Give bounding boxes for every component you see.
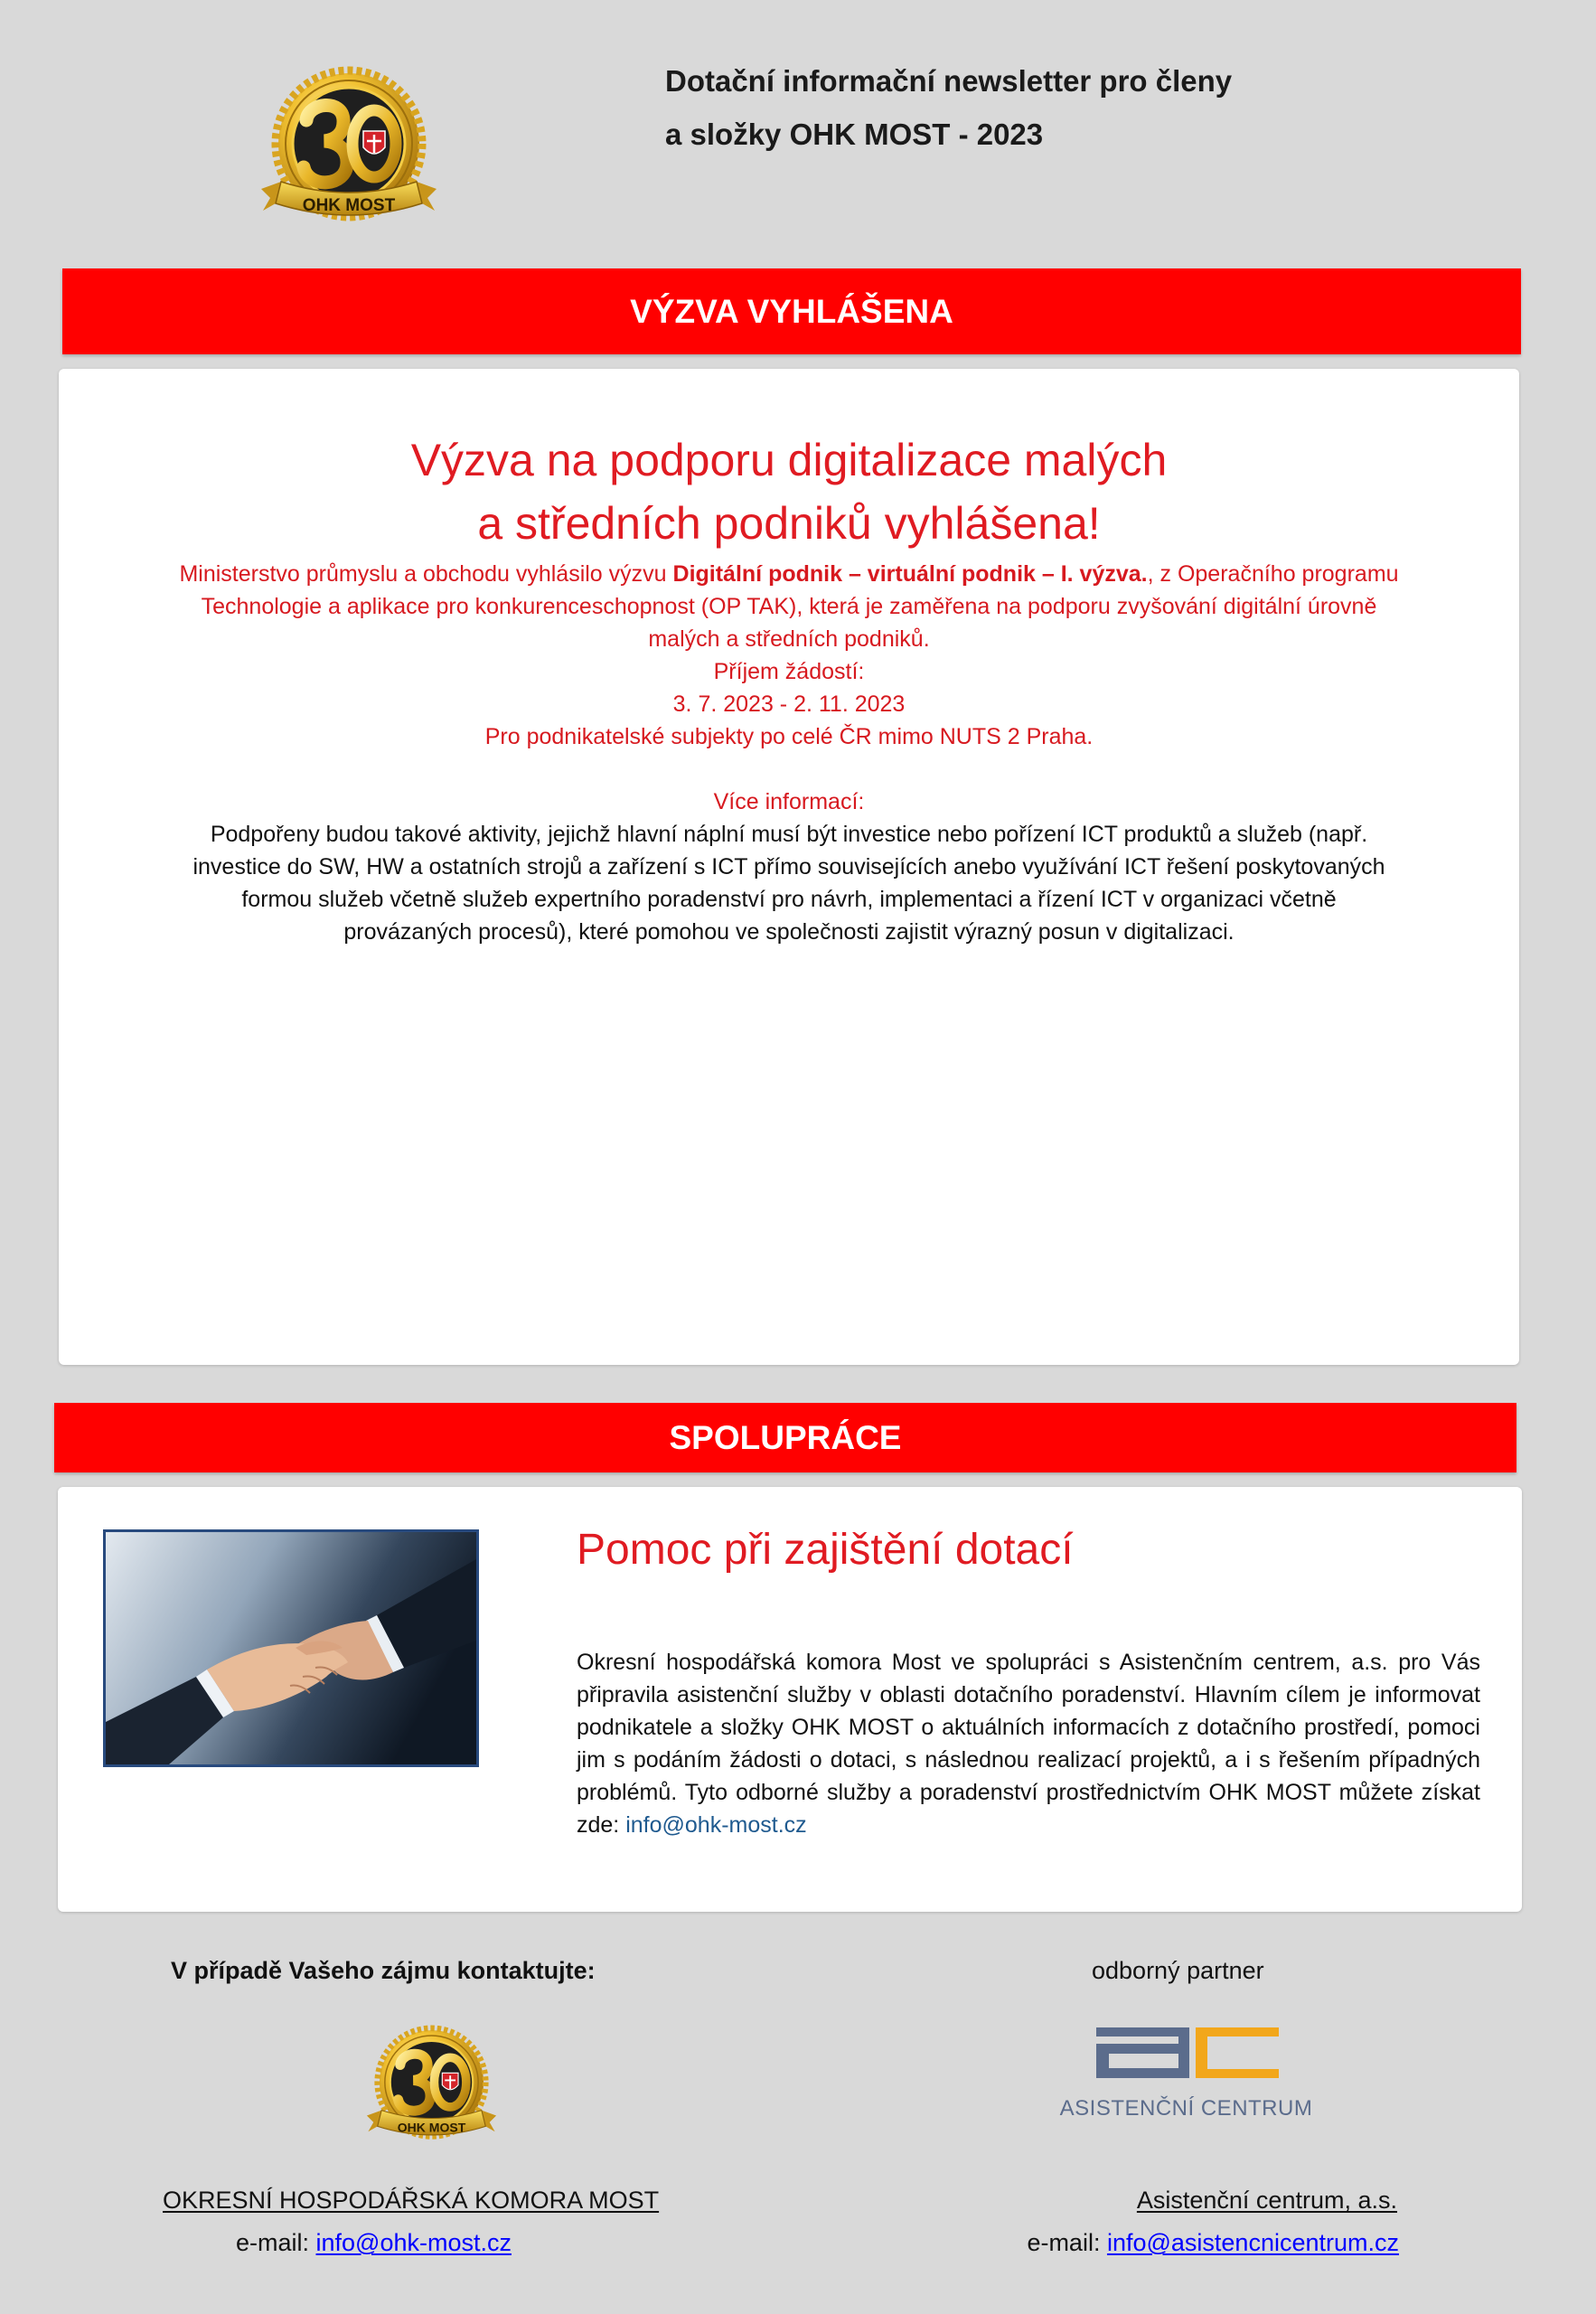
- partner-logo-c-bracket: [1196, 2027, 1279, 2078]
- call-intro-line-1: [59, 558, 1519, 590]
- call-announced-banner-label: VÝZVA VYHLÁŠENA: [630, 292, 953, 330]
- footer-ohk-logo-icon: [361, 2024, 502, 2157]
- footer-ohk-email-label: e-mail:: [236, 2229, 316, 2256]
- partner-logo-text: ASISTENČNÍ CENTRUM: [1059, 2096, 1313, 2121]
- newsletter-title-line-2: a složky OHK MOST - 2023: [665, 118, 1044, 151]
- call-heading: [59, 428, 1519, 555]
- call-details-line-3: formou služeb včetně služeb expertního poradenství pro návrh, implementaci a řízení ICT v organizaci včetně: [241, 887, 1337, 912]
- call-more-info-label: Více informací:: [713, 789, 865, 814]
- cooperation-banner: [54, 1403, 1516, 1472]
- call-intake-dates: 3. 7. 2023 - 2. 11. 2023: [672, 691, 906, 717]
- asistencni-centrum-logo-icon: [1047, 2024, 1325, 2124]
- call-details-line-4: provázaných procesů), které pomohou ve společnosti zajistit výrazný posun v digitalizaci.: [343, 919, 1235, 945]
- call-program-name: Digitální podnik – virtuální podnik – I. výzva.: [672, 561, 1148, 587]
- footer-partner-name-row: [904, 2184, 1397, 2216]
- handshake-image: [103, 1529, 479, 1767]
- ohk-most-logo-icon: [254, 66, 444, 243]
- cooperation-banner-label: SPOLUPRÁCE: [669, 1418, 902, 1456]
- logo-ribbon-text: OHK MOST: [397, 2120, 466, 2135]
- footer-partner-label: odborný partner: [1092, 1957, 1264, 1984]
- footer-ohk-email-row: [236, 2226, 512, 2259]
- call-card: [59, 369, 1519, 1365]
- call-details-line-1: Podpořeny budou takové aktivity, jejichž hlavní náplní musí být investice nebo pořízení ICT produktů a služeb (např.: [210, 822, 1368, 847]
- call-intro-line-3: malých a středních podniků.: [648, 626, 930, 652]
- call-intake-label: Příjem žádostí:: [713, 659, 865, 684]
- logo-ribbon-text: OHK MOST: [302, 196, 396, 215]
- cooperation-body-text: Okresní hospodářská komora Most ve spolupráci s Asistenčním centrem, a.s. pro Vás připravila asistenční služby v oblasti dotačního poradenství. Hlavním cílem je informovat podnikatele a složky OHK MOST o aktuálních informacích z dotačního prostředí, pomoci jim s podáním žádosti o dotaci, s následnou realizací projektů, a i s řešením případných problémů. Tyto odborné služby a poradenství prostřednictvím OHK MOST můžete získat zde:: [577, 1650, 1480, 1838]
- newsletter-title: [665, 54, 1232, 161]
- footer-partner-email-link[interactable]: info@asistencnicentrum.cz: [1106, 2229, 1399, 2256]
- footer-contact-prompt: V případě Vašeho zájmu kontaktujte:: [171, 1957, 596, 1984]
- partner-logo-a-top-bar: [1096, 2027, 1189, 2037]
- cooperation-email-link[interactable]: info@ohk-most.cz: [625, 1812, 807, 1838]
- cooperation-body: [577, 1646, 1480, 1841]
- newsletter-title-line-1: Dotační informační newsletter pro členy: [665, 64, 1233, 98]
- footer-ohk-name: OKRESNÍ HOSPODÁŘSKÁ KOMORA MOST: [163, 2187, 660, 2214]
- call-heading-line-1: Výzva na podporu digitalizace malých: [410, 435, 1168, 485]
- footer-partner-email-label: e-mail:: [1027, 2229, 1107, 2256]
- call-announced-banner: [62, 268, 1521, 354]
- footer-partner-email-row: [904, 2226, 1399, 2259]
- call-intro-text-end: , z Operačního programu: [1147, 561, 1399, 587]
- call-spacer: [59, 753, 1519, 785]
- cooperation-heading: Pomoc při zajištění dotací: [577, 1526, 1074, 1574]
- call-details-line-2: investice do SW, HW a ostatních strojů a zařízení s ICT přímo souvisejících anebo využívání ICT řešení poskytovaných: [192, 854, 1385, 880]
- cooperation-card: [58, 1487, 1522, 1912]
- footer-ohk-email-link[interactable]: info@ohk-most.cz: [315, 2229, 512, 2256]
- call-body: [59, 558, 1519, 948]
- call-intro-text: Ministerstvo průmyslu a obchodu vyhlásilo výzvu: [179, 561, 673, 587]
- partner-logo-a-bowl: [1096, 2044, 1189, 2078]
- call-intro-line-2: Technologie a aplikace pro konkurenceschopnost (OP TAK), která je zaměřena na podporu zvyšování digitální úrovně: [201, 594, 1377, 619]
- call-eligibility: Pro podnikatelské subjekty po celé ČR mimo NUTS 2 Praha.: [484, 724, 1094, 749]
- handshake-icon: [106, 1532, 476, 1764]
- footer-partner-name: Asistenční centrum, a.s.: [1136, 2187, 1397, 2214]
- call-heading-line-2: a středních podniků vyhlášena!: [477, 498, 1101, 549]
